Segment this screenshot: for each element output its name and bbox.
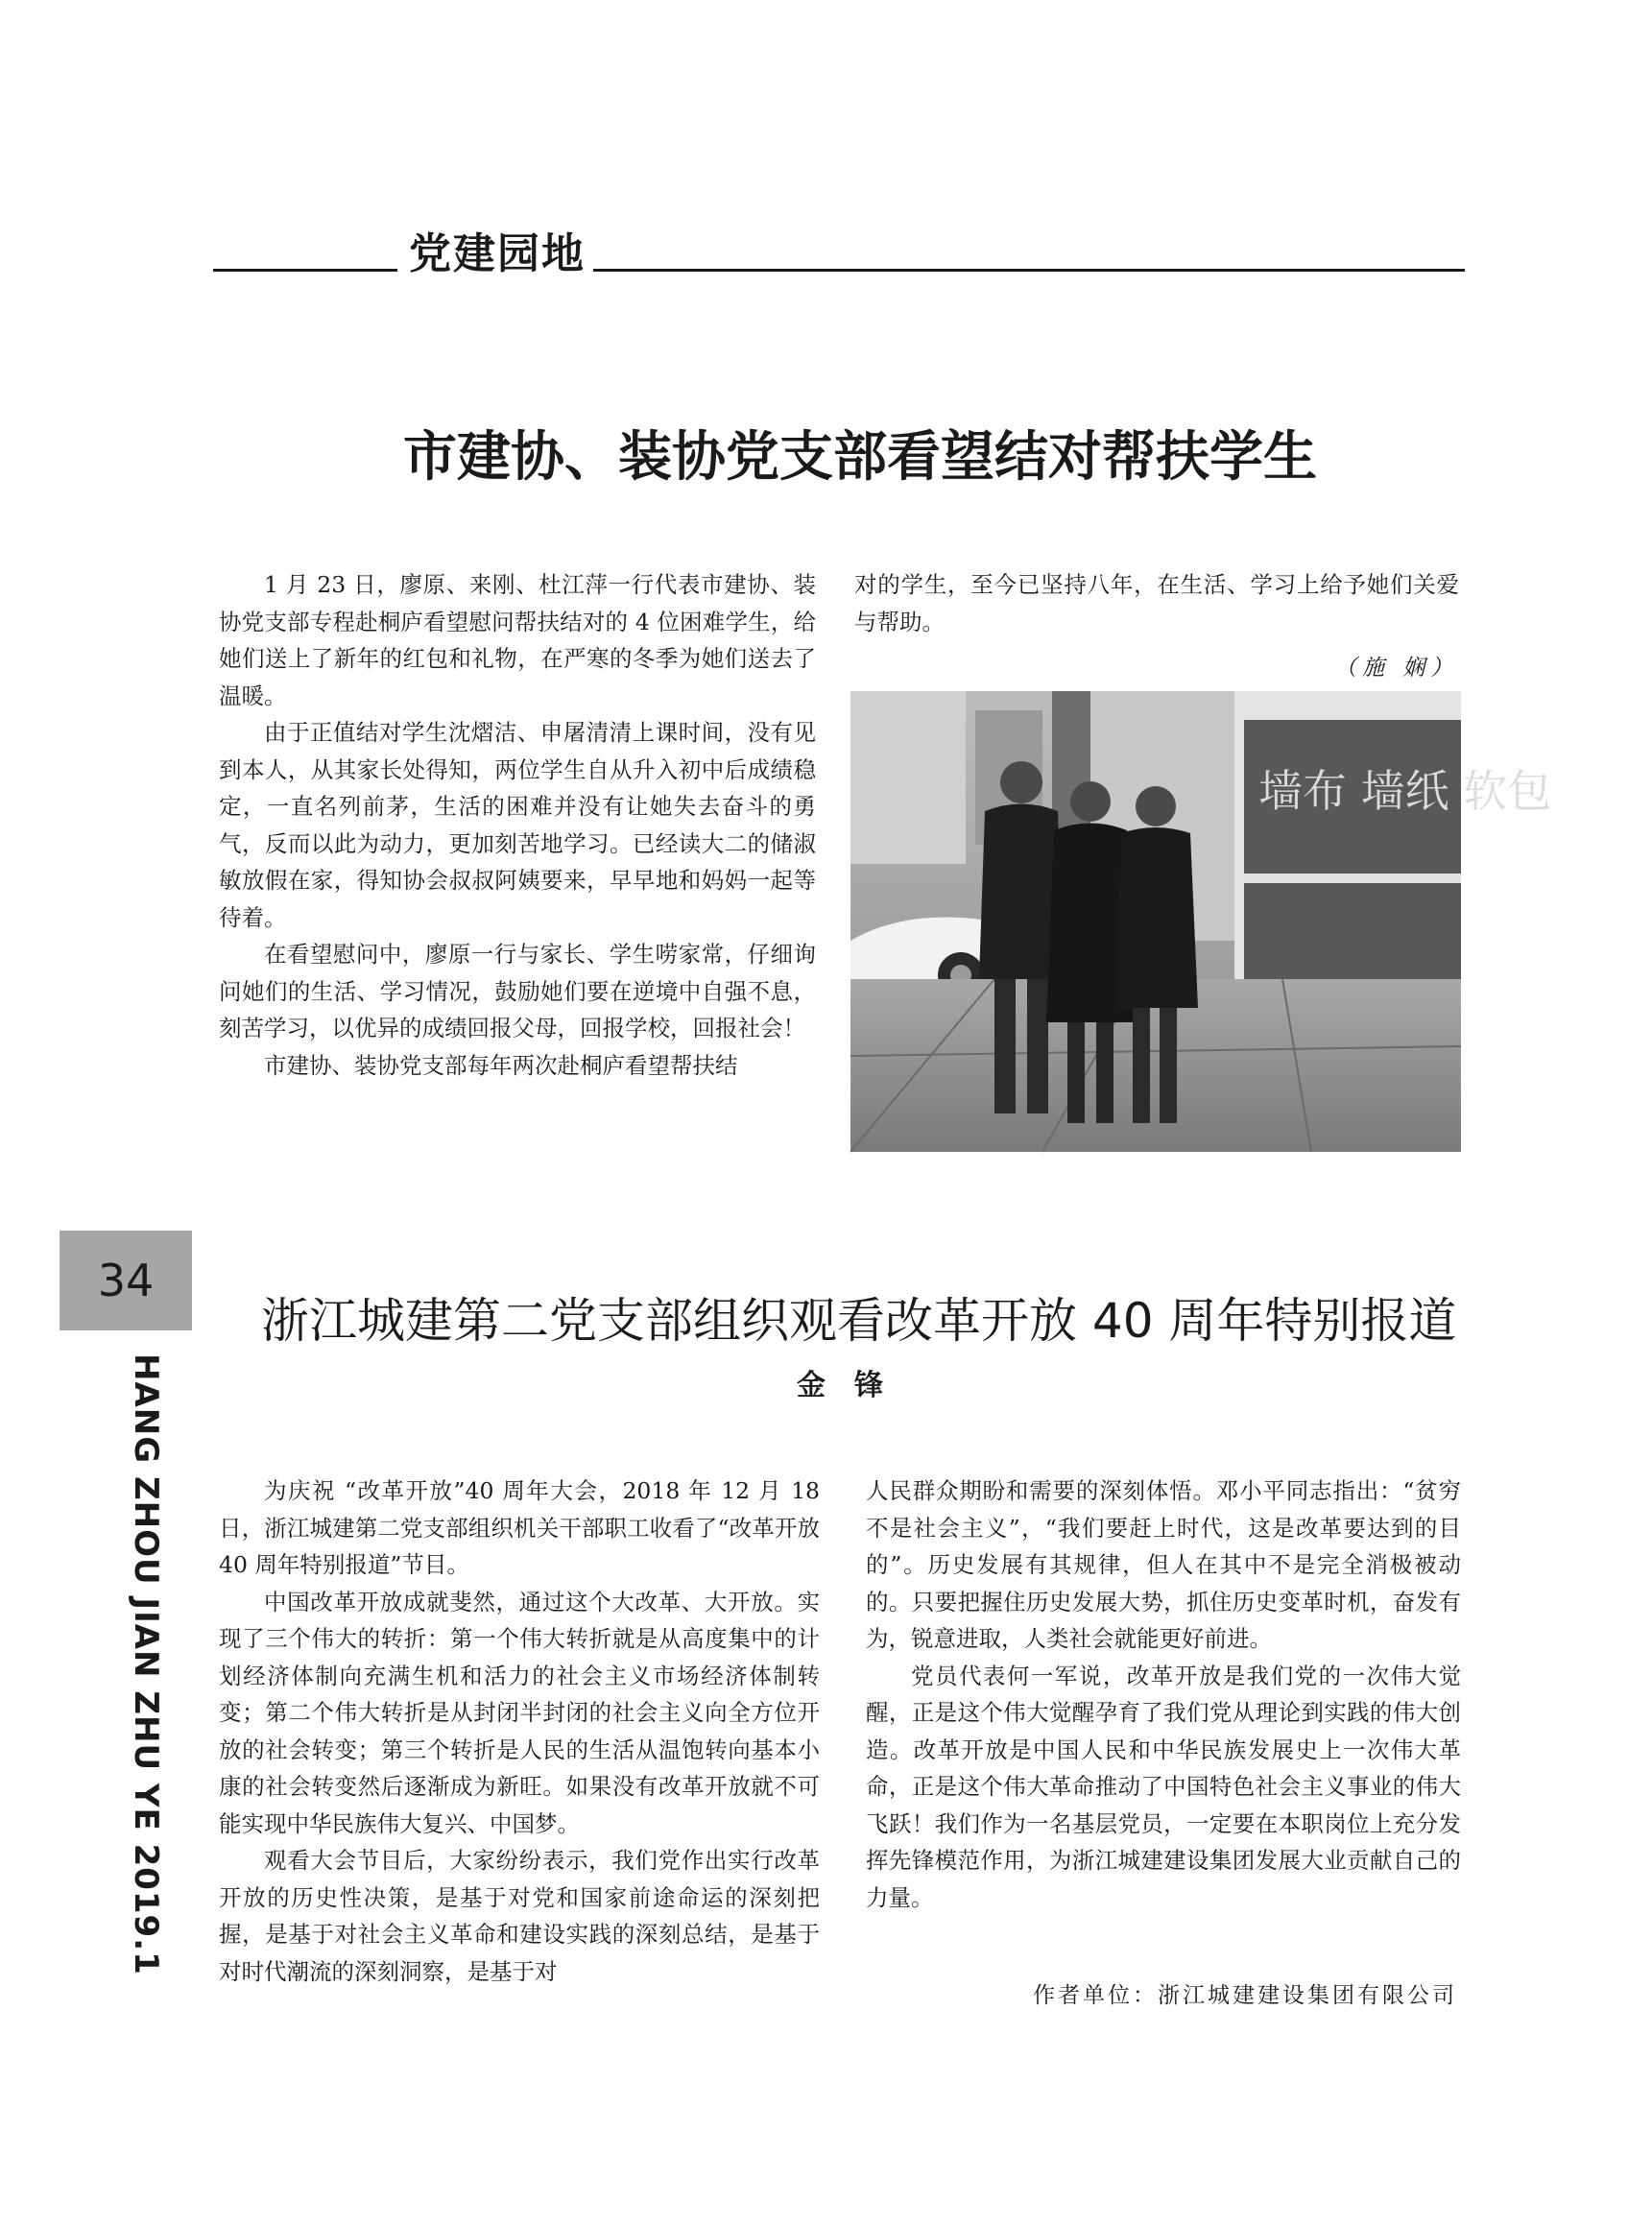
article1-paragraph: 由于正值结对学生沈熠洁、申屠清清上课时间，没有见到本人，从其家长处得知，两位学生自从升入初中后成绩稳定，一直名列前茅，生活的困难并没有让她失去奋斗的勇气，反而以此为动力，更加刻苦地学习。已经读大二的储淑敏放假在家，得知协会叔叔阿姨要来，早早地和妈妈一起等待着。	[219, 719, 816, 931]
article2-paragraph: 人民群众期盼和需要的深刻体悟。邓小平同志指出：“贫穷不是社会主义”，“我们要赶上时代，这是改革要达到的目的”。历史发展有其规律，但人在其中不是完全消极被动的。只要把握住历史发展大势，抓住历史变革时机，奋发有为，锐意进取，人类社会就能更好前进。	[866, 1477, 1461, 1652]
header-rule-right	[593, 269, 1465, 272]
article2-paragraph: 中国改革开放成就斐然，通过这个大改革、大开放。实现了三个伟大的转折：第一个伟大转折就是从高度集中的计划经济体制向充满生机和活力的社会主义市场经济体制转变；第二个伟大转折是从封闭半封闭的社会主义向全方位开放的社会转变；第三个转折是人民的生活从温饱转向基本小康的社会转变然后逐渐成为新旺。如果没有改革开放就不可能实现中华民族伟大复兴、中国梦。	[219, 1588, 820, 1837]
header-rule-left	[213, 269, 397, 272]
photo-illustration	[850, 691, 1552, 1152]
article2-left-column	[219, 1472, 820, 1990]
article1-title: 市建协、装协党支部看望结对帮扶学生	[403, 425, 1317, 489]
section-title: 党建园地	[409, 229, 586, 278]
article1-paragraph: 对的学生，至今已坚持八年，在生活、学习上给予她们关爱与帮助。	[854, 571, 1459, 635]
journal-issue-label: HANG ZHOU JIAN ZHU YE 2019.1	[127, 1353, 165, 1975]
article2-paragraph: 为庆祝 “改革开放”40 周年大会，2018 年 12 月 18 日，浙江城建第二党支部组织机关干部职工收看了“改革开放 40 周年特别报道”节目。	[219, 1477, 820, 1578]
article1-left-column	[219, 566, 816, 1084]
article1-right-column	[854, 566, 1459, 640]
article1-paragraph: 在看望慰问中，廖原一行与家长、学生唠家常，仔细询问她们的生活、学习情况，鼓励她们要在逆境中自强不息，刻苦学习，以优异的成绩回报父母，回报学校，回报社会！	[219, 941, 816, 1041]
article1-photo	[850, 691, 1552, 1152]
article2-title: 浙江城建第二党支部组织观看改革开放 40 周年特别报道	[261, 1293, 1457, 1349]
article2-right-column	[866, 1472, 1461, 1916]
article2-affiliation: 作者单位：浙江城建建设集团有限公司	[1033, 1983, 1457, 2008]
article2-paragraph: 党员代表何一军说，改革开放是我们党的一次伟大觉醒，正是这个伟大觉醒孕育了我们党从理论到实践的伟大创造。改革开放是中国人民和中华民族发展史上一次伟大革命，正是这个伟大革命推动了中国特色社会主义事业的伟大飞跃！我们作为一名基层党员，一定要在本职岗位上充分发挥先锋模范作用，为浙江城建建设集团发展大业贡献自己的力量。	[866, 1662, 1461, 1911]
article1-signature: （施 娴）	[1334, 656, 1459, 681]
article2-paragraph: 观看大会节目后，大家纷纷表示，我们党作出实行改革开放的历史性决策，是基于对党和国家前途命运的深刻把握，是基于对社会主义革命和建设实践的深刻总结，是基于对时代潮流的深刻洞察，是基于对	[219, 1847, 820, 1985]
article1-paragraph: 1 月 23 日，廖原、来刚、杜江萍一行代表市建协、装协党支部专程赴桐庐看望慰问帮扶结对的 4 位困难学生，给她们送上了新年的红包和礼物，在严寒的冬季为她们送去了温暖。	[219, 571, 816, 709]
section-header	[213, 219, 1461, 276]
article1-paragraph: 市建协、装协党支部每年两次赴桐庐看望帮扶结	[264, 1051, 738, 1079]
article2-author: 金锋	[797, 1369, 912, 1402]
page-number: 34	[60, 1231, 192, 1330]
storefront-sign: 墙布 墙纸 软包	[1258, 765, 1552, 817]
